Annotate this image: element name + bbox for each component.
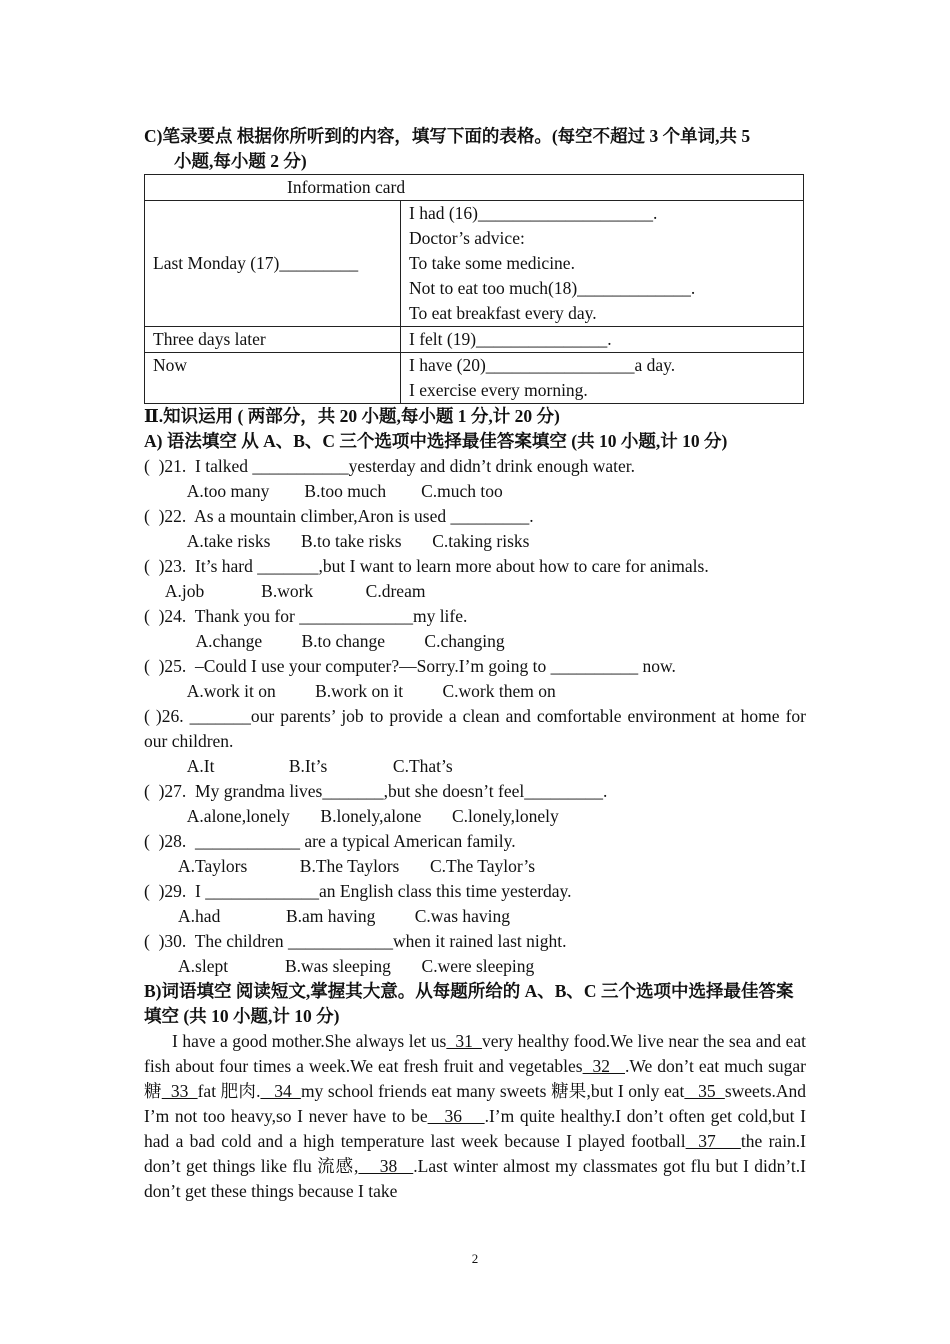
blank-31: 31 <box>446 1031 482 1051</box>
exercise-line: I exercise every morning. <box>409 380 588 400</box>
question-options: A.change B.to change C.changing <box>144 631 505 651</box>
question-28 <box>144 829 806 879</box>
question-text: ( )24. Thank you for _____________my life. <box>144 606 468 626</box>
question-options: A.alone,lonely B.lonely,alone C.lonely,lonely <box>144 806 559 826</box>
information-card-table <box>144 174 804 404</box>
question-22 <box>144 504 806 554</box>
question-options: A.It B.It’s C.That’s <box>144 756 453 776</box>
row-now-content <box>401 353 804 404</box>
question-21 <box>144 454 806 504</box>
table-header: Information card <box>145 175 804 201</box>
passage-text: sweets.And I’m not too heavy,so I never have to be <box>144 1081 807 1126</box>
blank-38: 38 <box>358 1156 414 1176</box>
question-25 <box>144 654 806 704</box>
page-content <box>144 124 806 1204</box>
cloze-passage <box>144 1029 806 1204</box>
passage-text: .Last winter almost my classmates got flu but I didn’t.I don’t get these things because I take <box>144 1156 806 1201</box>
section-a-title: A) 语法填空 从 A、B、C 三个选项中选择最佳答案填空 (共 10 小题,计 10 分) <box>144 431 728 451</box>
blank-20-line: I have (20)_________________a day. <box>409 355 676 375</box>
blank-36: 36 <box>427 1106 485 1126</box>
question-30 <box>144 929 806 979</box>
row-three-days-content: I felt (19)_______________. <box>401 327 804 353</box>
question-options: A.job B.work C.dream <box>144 581 426 601</box>
section-b-title: B)词语填空 阅读短文,掌握其大意。从每题所给的 A、B、C 三个选项中选择最佳答案填空 (共 10 小题,计 10 分) <box>144 981 794 1026</box>
question-text: ( )27. My grandma lives_______,but she doesn’t feel_________. <box>144 781 608 801</box>
part-2-title: Ⅱ.知识运用 ( 两部分，共 20 小题,每小题 1 分,计 20 分) <box>144 406 560 426</box>
question-options: A.work it on B.work on it C.work them on <box>144 681 556 701</box>
section-c-title-cont: 小题,每小题 2 分) <box>174 151 307 171</box>
question-24 <box>144 604 806 654</box>
row-now-label: Now <box>145 353 401 404</box>
row-last-monday-content <box>401 201 804 327</box>
question-text: ( )25. –Could I use your computer?—Sorry.I’m going to __________ now. <box>144 656 676 676</box>
question-text: ( )29. I _____________an English class this time yesterday. <box>144 881 572 901</box>
blank-33: 33 <box>161 1081 198 1101</box>
page-number: 2 <box>471 1251 479 1266</box>
doctor-advice-line: Doctor’s advice: <box>409 228 525 248</box>
passage-text: .I’m quite healthy.I don’t often get cold,but I had a bad cold and a high temperature last week because I played football <box>144 1106 806 1151</box>
passage-text: fat 肥肉. <box>197 1081 261 1101</box>
row-three-days-label: Three days later <box>145 327 401 353</box>
passage-text: I have a good mother.She always let us <box>172 1031 447 1051</box>
question-23 <box>144 554 806 604</box>
question-options: A.had B.am having C.was having <box>144 906 511 926</box>
blank-18-line: Not to eat too much(18)_____________. <box>409 278 696 298</box>
question-26 <box>144 704 806 779</box>
question-options: A.slept B.was sleeping C.were sleeping <box>144 956 535 976</box>
question-text: ( )30. The children ____________when it rained last night. <box>144 931 567 951</box>
question-text: ( )23. It’s hard _______,but I want to learn more about how to care for animals. <box>144 556 709 576</box>
passage-text: the rain.I don’t get things like flu 流感, <box>144 1131 807 1176</box>
advice-breakfast-line: To eat breakfast every day. <box>409 303 597 323</box>
blank-34: 34 <box>260 1081 301 1101</box>
passage-text: my school friends eat many sweets 糖果,but I only eat <box>300 1081 685 1101</box>
blank-35: 35 <box>684 1081 725 1101</box>
question-options: A.too many B.too much C.much too <box>144 481 503 501</box>
blank-16-line: I had (16)____________________. <box>409 203 658 223</box>
question-options: A.take risks B.to take risks C.taking risks <box>144 531 530 551</box>
row-last-monday-label: Last Monday (17)_________ <box>145 201 401 327</box>
passage-text: .We don’t eat much sugar 糖 <box>144 1056 806 1101</box>
question-text: ( )21. I talked ___________yesterday and didn’t drink enough water. <box>144 456 636 476</box>
passage-text: very healthy food.We live near the sea and eat fish about four times a week.We eat fresh fruit and vegetables <box>144 1031 807 1076</box>
section-c-title: C)笔录要点 根据你所听到的内容，填写下面的表格。(每空不超过 3 个单词,共 5 <box>144 126 751 146</box>
blank-37: 37 <box>685 1131 741 1151</box>
question-text: ( )28. ____________ are a typical American family. <box>144 831 516 851</box>
question-text: ( )22. As a mountain climber,Aron is used _________. <box>144 506 534 526</box>
question-27 <box>144 779 806 829</box>
question-options: A.Taylors B.The Taylors C.The Taylor’s <box>144 856 536 876</box>
question-text: ( )26. _______our parents’ job to provide a clean and comfortable environment at home for our children. <box>144 706 806 751</box>
question-29 <box>144 879 806 929</box>
blank-32: 32 <box>582 1056 625 1076</box>
advice-medicine-line: To take some medicine. <box>409 253 575 273</box>
